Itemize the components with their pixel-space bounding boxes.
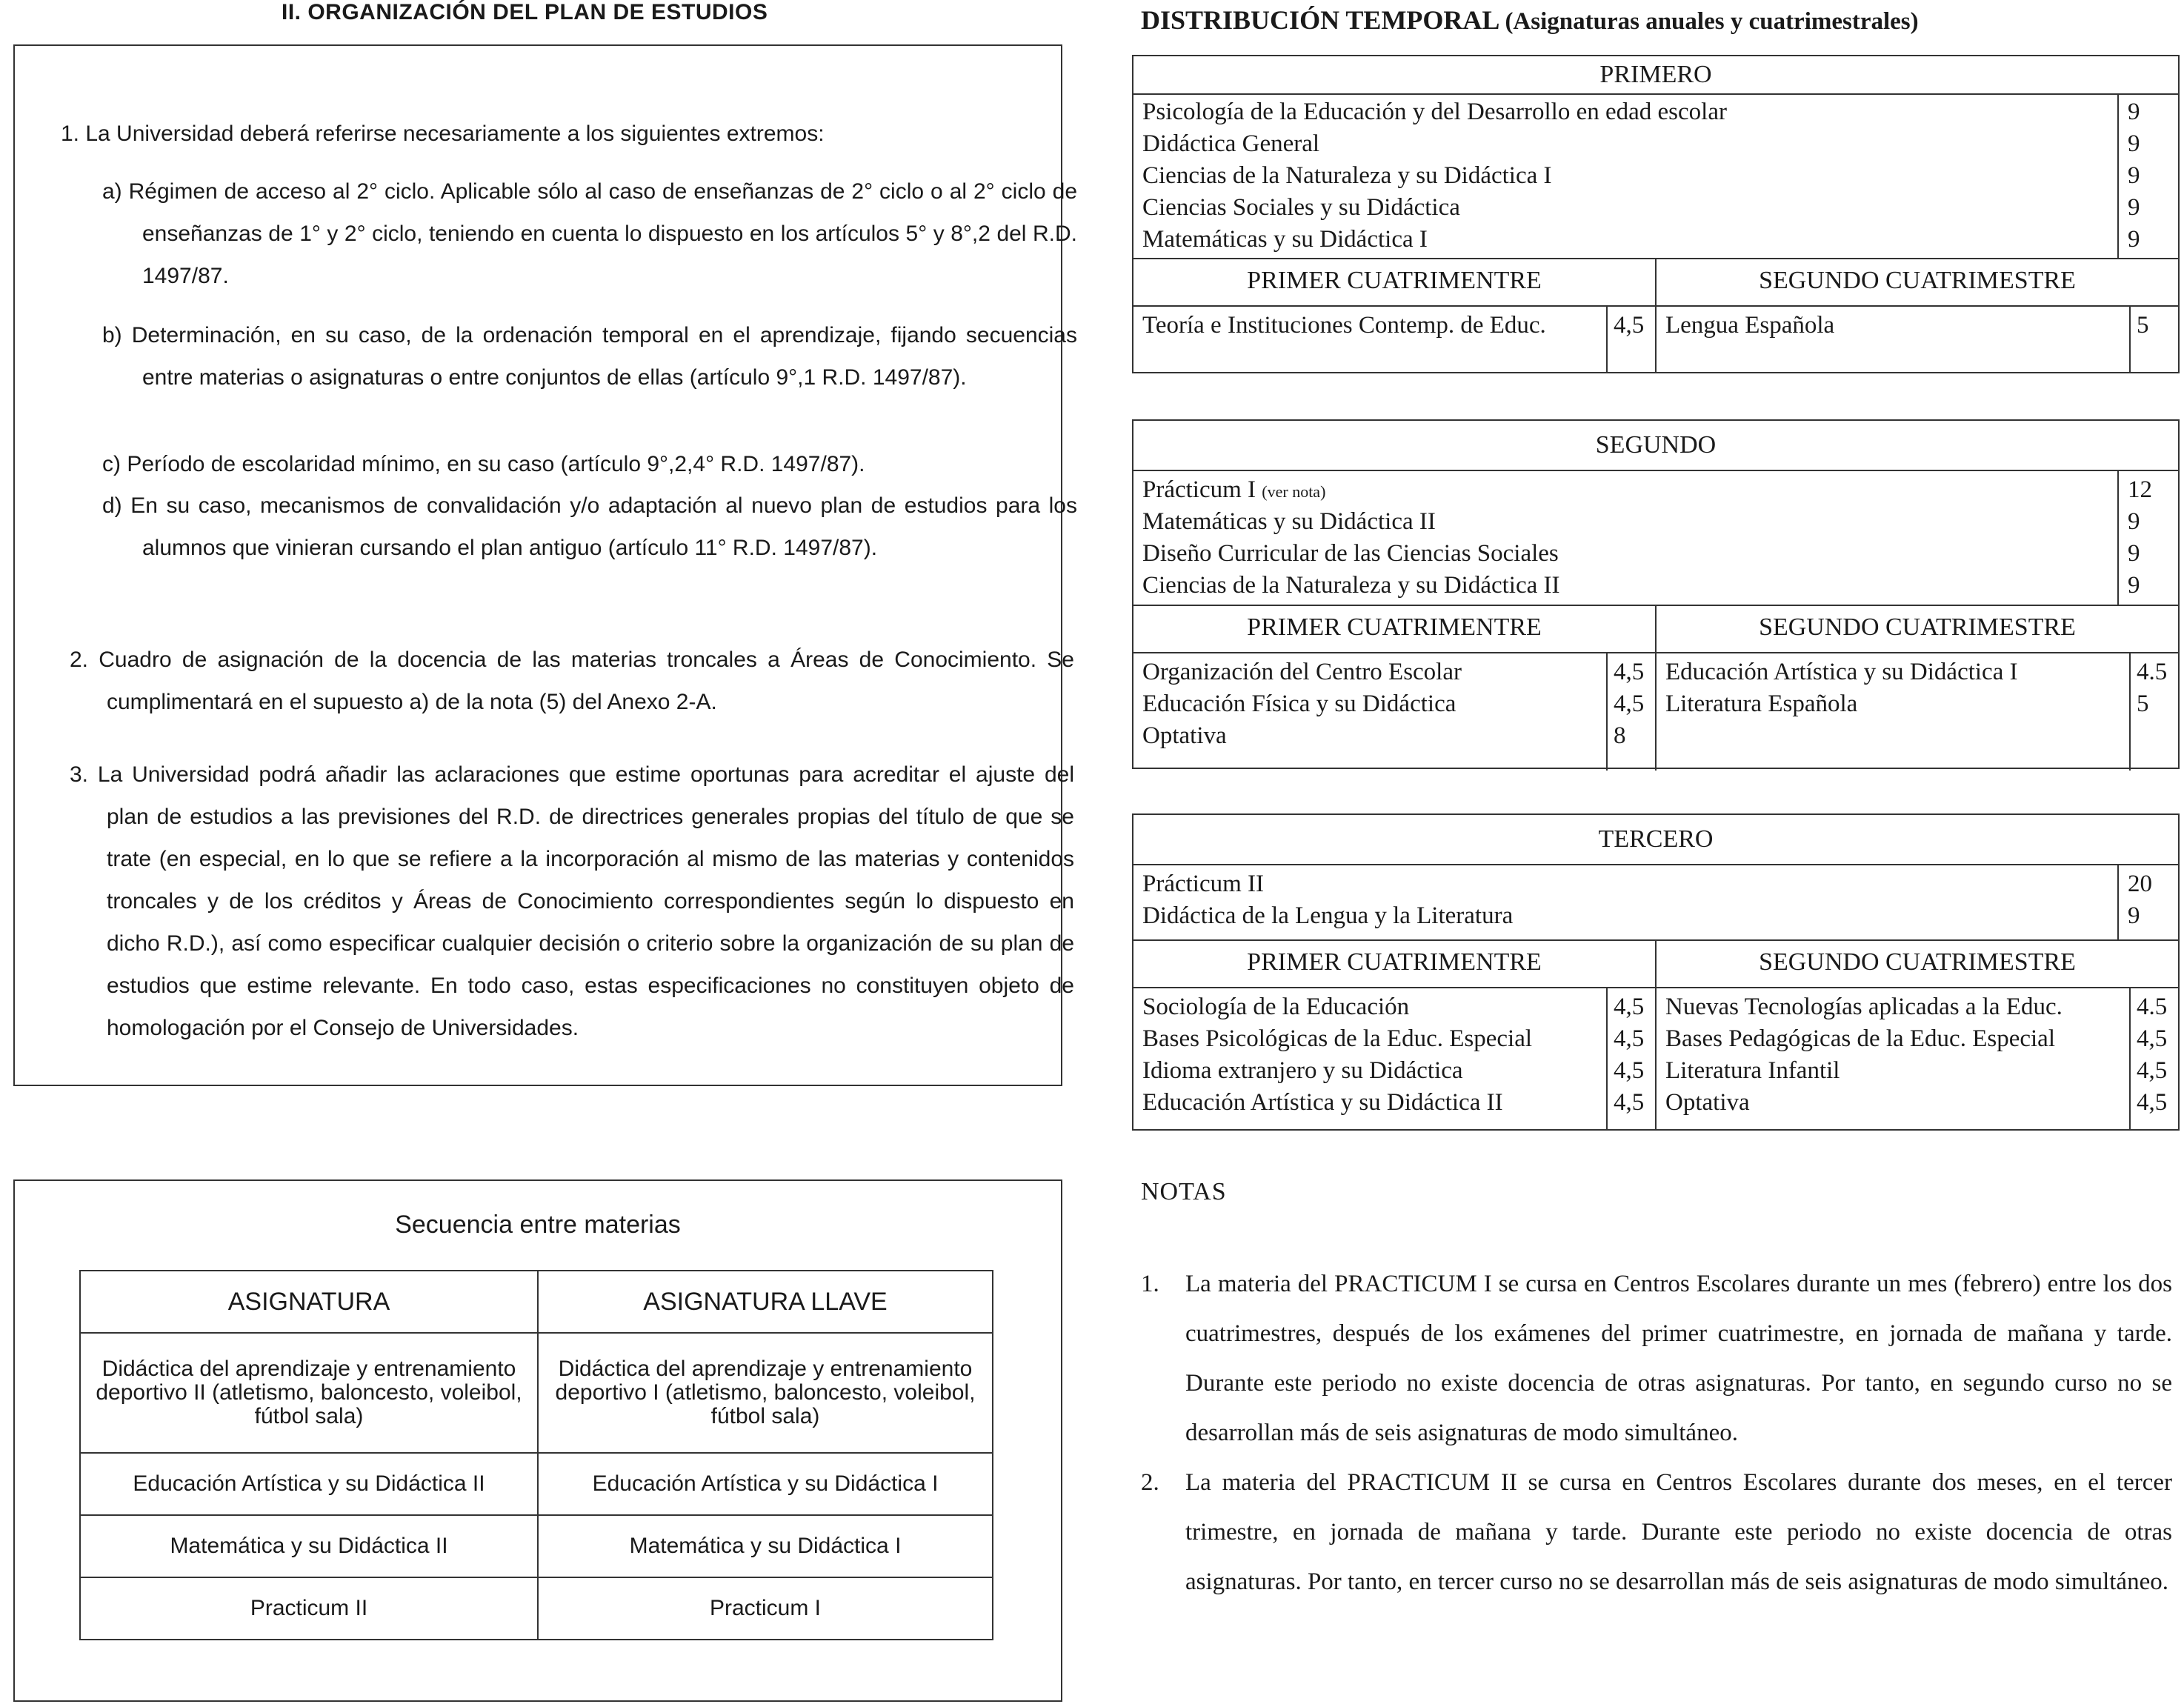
subject-credits: 9 [2128,540,2140,567]
first-semester-column [1133,988,1657,1131]
subject-credits: 4.5 [2137,994,2168,1020]
year-box-segundo [1132,419,2180,769]
semester-body [1133,988,2178,1131]
list-item [1133,1023,1655,1055]
list-item [1657,1087,2178,1119]
annual-subjects [1133,865,2178,941]
subject-credits: 9 [2128,508,2140,535]
subject-credits: 4,5 [1614,659,1645,685]
distribution-heading [1141,4,1919,36]
list-item [1133,538,2178,570]
subject-credits: 4,5 [2137,1057,2168,1084]
distribution-heading-main: DISTRIBUCIÓN TEMPORAL [1141,5,1499,35]
first-semester-label: PRIMER CUATRIMENTRE [1133,259,1657,305]
subject-credits: 12 [2128,476,2152,503]
list-item [1657,688,2178,720]
sequence-header-subject: ASIGNATURA [80,1271,538,1333]
table-row [80,1333,993,1453]
subject-credits: 9 [2128,902,2140,929]
semester-body [1133,653,2178,771]
semester-header [1133,941,2178,988]
subject-name: Ciencias de la Naturaleza y su Didáctica I [1142,162,1552,189]
notes-title: NOTAS [1141,1178,1227,1205]
list-item [1657,991,2178,1023]
subject-name: Optativa [1142,722,1227,749]
note-text: La materia del PRACTICUM I se cursa en Centros Escolares durante un mes (febrero) entre los dos cuatrimestres, después de los exámenes del primer cuatrimestre, en jornada de mañana y tarde. Durante este periodo no existe docencia de otras asignaturas. Por tanto, en segundo curso no se desarrollan más de seis asignaturas de modo simultáneo. [1185,1271,2172,1446]
subject-name: Ciencias de la Naturaleza y su Didáctica II [1142,572,1560,599]
sequence-title: Secuencia entre materias [395,1211,681,1239]
first-semester-column [1133,653,1657,771]
subject-credits: 5 [2137,691,2149,717]
list-item [1133,720,1655,752]
requirement-item-3: 3. La Universidad podrá añadir las aclaraciones que estime oportunas para acreditar el ajuste del plan de estudios a las previsiones del R.D. de directrices generales propias del título de que se trate (en especial, en lo que se refiere a la incorporación al mismo de las materias y contenidos troncales y de los créditos y Áreas de Conocimiento correspondientes según lo dispuesto en dicho R.D.), así como especificar cualquier decisión o criterio sobre la organización de su plan de estudios que estime relevante. En todo caso, estas especificaciones no constituyen objeto de homologación por el Consejo de Universidades. [70,762,1074,1040]
list-item [1657,656,2178,688]
list-item [1133,900,2178,932]
second-semester-label: SEGUNDO CUATRIMESTRE [1759,613,2076,641]
sequence-cell: Educación Artística y su Didáctica II [80,1453,538,1515]
list-item [1133,160,2178,192]
subject-name: Educación Física y su Didáctica [1142,691,1456,717]
subject-name: Literatura Infantil [1665,1057,1840,1084]
subject-name: Teoría e Instituciones Contemp. de Educ. [1142,312,1546,339]
subject-note: (ver nota) [1262,482,1326,501]
first-semester-label: PRIMER CUATRIMENTRE [1133,606,1657,652]
distribution-heading-sub: (Asignaturas anuales y cuatrimestrales) [1505,8,1919,35]
annual-subjects [1133,471,2178,606]
note-text: La materia del PRACTICUM II se cursa en Centros Escolares durante dos meses, en el tercer trimestre, en jornada de mañana y tarde. Durante este periodo no existe docencia de otras asignaturas. Por tanto, en tercer curso no se desarrollan más de seis asignaturas de modo simultáneo. [1185,1469,2172,1595]
note-item [1141,1260,2172,1458]
subject-credits: 4,5 [1614,1025,1645,1052]
sequence-cell: Educación Artística y su Didáctica I [538,1453,993,1515]
subject-credits: 9 [2128,226,2140,253]
subject-credits: 4,5 [1614,312,1645,339]
year-box-tercero [1132,813,2180,1131]
subject-credits: 4,5 [2137,1089,2168,1116]
note-number: 1. [1141,1271,1159,1297]
subject-credits: 9 [2128,99,2140,125]
subject-name: Nuevas Tecnologías aplicadas a la Educ. [1665,994,2063,1020]
organization-heading: II. ORGANIZACIÓN DEL PLAN DE ESTUDIOS [282,0,768,24]
year-title: SEGUNDO [1133,421,2178,471]
list-item [1133,656,1655,688]
sequence-cell: Practicum II [80,1577,538,1640]
list-item [1133,474,2178,506]
note-item [1141,1458,2172,1607]
second-semester-label: SEGUNDO CUATRIMESTRE [1759,948,2076,976]
year-title: PRIMERO [1133,56,2178,95]
first-semester-label: PRIMER CUATRIMENTRE [1133,941,1657,987]
subject-name-text: Prácticum I [1142,476,1256,503]
table-row [80,1515,993,1577]
list-item [1133,1087,1655,1119]
list-item [1133,688,1655,720]
second-semester-column [1657,307,2178,373]
list-item [1657,310,2178,342]
subject-name: Optativa [1665,1089,1750,1116]
requirement-item-1a: a) Régimen de acceso al 2° ciclo. Aplicable sólo al caso de enseñanzas de 2° ciclo o al 2° ciclo de enseñanzas de 1° y 2° ciclo, teniendo en cuenta lo dispuesto en los artículos 5° y 8°,2 del R.D. 1497/87. [102,179,1077,288]
list-item [1133,192,2178,224]
subject-credits: 8 [1614,722,1626,749]
list-item [1657,1023,2178,1055]
subject-name: Lengua Española [1665,312,1835,339]
subject-name: Idioma extranjero y su Didáctica [1142,1057,1463,1084]
subject-name: Didáctica General [1142,130,1320,157]
sequence-cell: Practicum I [538,1577,993,1640]
semester-header [1133,606,2178,653]
list-item [1133,1055,1655,1087]
semester-header [1133,259,2178,307]
requirement-item-1c: c) Período de escolaridad mínimo, en su caso (artículo 9°,2,4° R.D. 1497/87). [102,452,865,476]
subject-name: Ciencias Sociales y su Didáctica [1142,194,1460,221]
second-semester-column [1657,988,2178,1131]
sequence-cell: Didáctica del aprendizaje y entrenamiento deportivo I (atletismo, baloncesto, voleibol, fútbol sala) [538,1333,993,1453]
subject-credits: 9 [2128,162,2140,189]
notes-list [1141,1260,2172,1607]
second-semester-column [1657,653,2178,771]
subject-credits: 4,5 [1614,1057,1645,1084]
subject-credits: 4,5 [1614,1089,1645,1116]
list-item [1133,570,2178,602]
subject-credits: 9 [2128,130,2140,157]
year-box-primero [1132,55,2180,373]
subject-credits: 4,5 [2137,1025,2168,1052]
subject-name: Bases Psicológicas de la Educ. Especial [1142,1025,1533,1052]
sequence-table [79,1270,993,1640]
list-item [1133,128,2178,160]
list-item [1133,506,2178,538]
subject-name: Sociología de la Educación [1142,994,1410,1020]
list-item [1657,1055,2178,1087]
subject-name: Diseño Curricular de las Ciencias Sociales [1142,540,1559,567]
subject-name: Organización del Centro Escolar [1142,659,1462,685]
requirement-item-1b: b) Determinación, en su caso, de la ordenación temporal en el aprendizaje, fijando secuencias entre materias o asignaturas o entre conjuntos de ellas (artículo 9°,1 R.D. 1497/87). [102,323,1077,390]
subject-name: Literatura Española [1665,691,1858,717]
sequence-cell: Didáctica del aprendizaje y entrenamiento deportivo II (atletismo, baloncesto, voleibol, fútbol sala) [80,1333,538,1453]
subject-name: Educación Artística y su Didáctica I [1665,659,2018,685]
subject-name [1142,474,1325,508]
subject-credits: 4,5 [1614,994,1645,1020]
requirement-item-1d: d) En su caso, mecanismos de convalidación y/o adaptación al nuevo plan de estudios para los alumnos que vinieran cursando el plan antiguo (artículo 11° R.D. 1497/87). [102,493,1077,560]
annual-subjects [1133,95,2178,259]
semester-body [1133,307,2178,373]
subject-name: Matemáticas y su Didáctica I [1142,226,1428,253]
subject-credits: 20 [2128,871,2152,897]
subject-credits: 9 [2128,194,2140,221]
sequence-cell: Matemática y su Didáctica I [538,1515,993,1577]
second-semester-label: SEGUNDO CUATRIMESTRE [1759,267,2076,294]
subject-name: Didáctica de la Lengua y la Literatura [1142,902,1514,929]
year-title: TERCERO [1133,815,2178,865]
sequence-cell: Matemática y su Didáctica II [80,1515,538,1577]
note-number: 2. [1141,1469,1159,1496]
subject-name: Matemáticas y su Didáctica II [1142,508,1436,535]
first-semester-column [1133,307,1657,373]
subject-name: Educación Artística y su Didáctica II [1142,1089,1503,1116]
subject-credits: 5 [2137,312,2149,339]
requirement-item-2: 2. Cuadro de asignación de la docencia de las materias troncales a Áreas de Conocimiento. Se cumplimentará en el supuesto a) de la nota (5) del Anexo 2-A. [70,648,1074,714]
list-item [1133,310,1655,342]
list-item [1133,96,2178,128]
subject-name: Psicología de la Educación y del Desarrollo en edad escolar [1142,99,1727,125]
table-row [80,1577,993,1640]
table-row [80,1453,993,1515]
list-item [1133,991,1655,1023]
subject-credits: 4.5 [2137,659,2168,685]
subject-credits: 9 [2128,572,2140,599]
sequence-header-key-subject: ASIGNATURA LLAVE [538,1271,993,1333]
requirement-item-1: 1. La Universidad deberá referirse necesariamente a los siguientes extremos: [61,122,825,146]
list-item [1133,224,2178,256]
subject-name: Prácticum II [1142,871,1265,897]
organization-requirements-box [13,44,1077,1086]
sequence-box [13,1179,1062,1702]
subject-name: Bases Pedagógicas de la Educ. Especial [1665,1025,2055,1052]
subject-credits: 4,5 [1614,691,1645,717]
list-item [1133,868,2178,900]
